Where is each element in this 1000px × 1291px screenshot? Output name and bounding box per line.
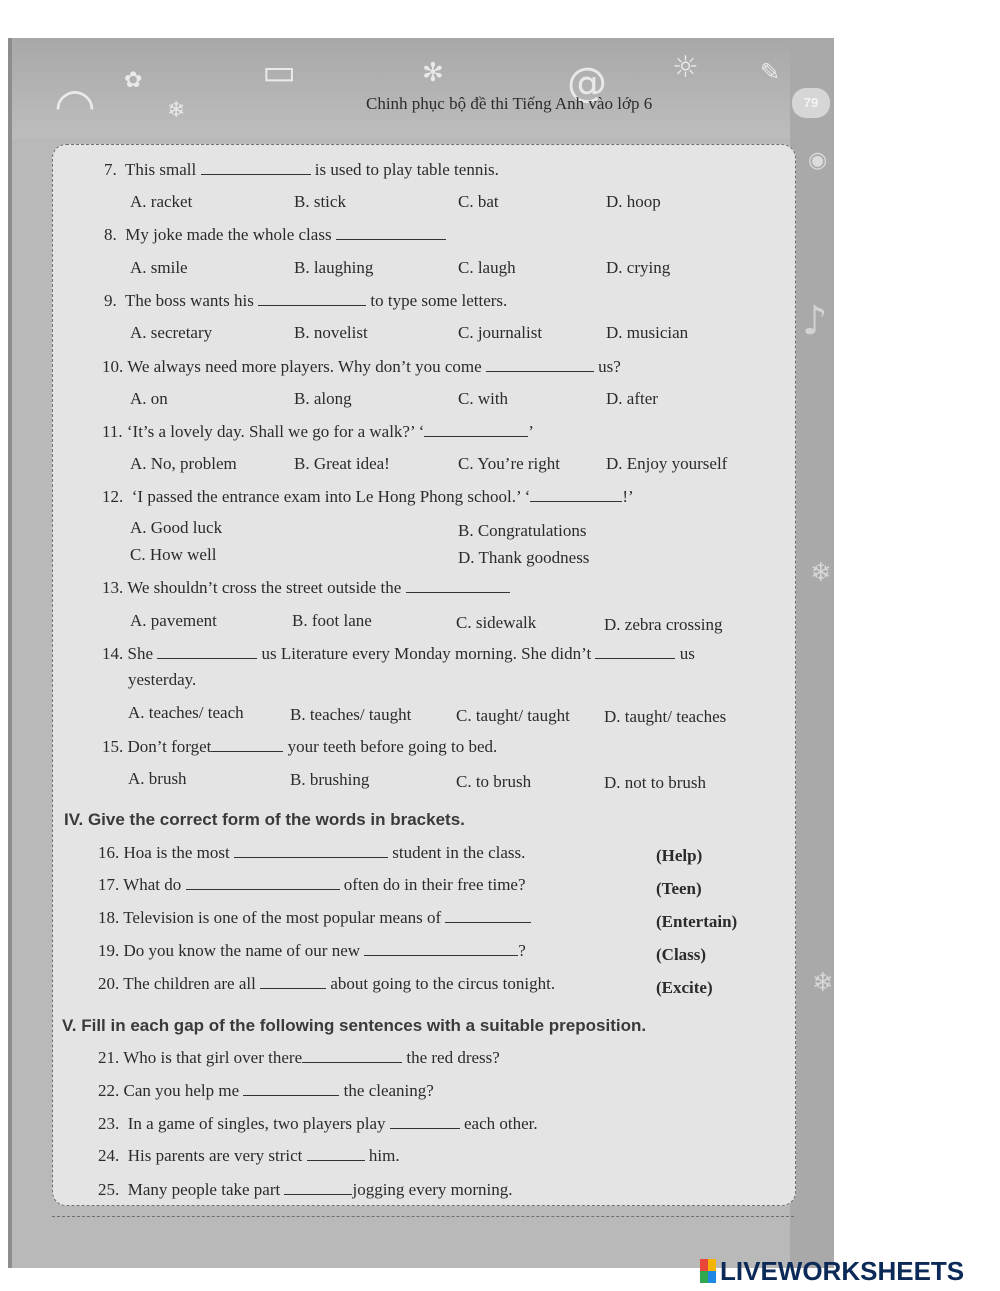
divider [52,1216,794,1217]
answer-blank[interactable] [445,908,531,923]
option-b[interactable]: B. laughing [294,258,374,277]
lightbulb-icon: ☼ [672,50,699,85]
answer-blank[interactable] [307,1146,365,1161]
page-edge-strip [790,38,834,1268]
answer-blank[interactable] [302,1048,402,1063]
question-21: 21. Who is that girl over there the red dress? [98,1048,500,1067]
question-16: 16. Hoa is the most student in the class. [98,843,526,862]
question-14-continuation: yesterday. [128,670,197,689]
option-c[interactable]: C. journalist [458,323,543,342]
answer-blank[interactable] [390,1114,460,1129]
question-17: 17. What do often do in their free time? [98,875,526,894]
snowflake-icon: ❄ [812,968,834,998]
option-d[interactable]: D. musician [606,323,689,342]
pencil-icon: ✎ [760,58,781,86]
option-c[interactable]: C. laugh [458,258,516,277]
question-7: 7. This small is used to play table tennis. [104,160,499,179]
page-number: 79 [792,88,830,118]
question-12: 12. ‘I passed the entrance exam into Le Hong Phong school.’ ‘ !’ [102,487,634,506]
word-hint: (Class) [656,945,707,964]
option-d[interactable]: D. hoop [606,192,661,211]
question-10: 10. We always need more players. Why don’t you come us? [102,357,621,376]
question-8: 8. My joke made the whole class [104,225,446,245]
page-header-title: Chinh phục bộ đề thi Tiếng Anh vào lớp 6 [366,94,653,113]
option-b[interactable]: B. along [294,389,352,408]
option-c[interactable]: C. How well [130,545,217,564]
option-c[interactable]: C. You’re right [458,454,561,473]
option-a[interactable]: A. pavement [130,611,217,630]
butterfly-icon: ✿ [124,68,143,93]
option-c[interactable]: C. with [458,389,509,408]
option-b[interactable]: B. novelist [294,323,368,342]
option-b[interactable]: B. stick [294,192,346,211]
question-19: 19. Do you know the name of our new ? [98,941,526,960]
question-20: 20. The children are all about going to the circus tonight. [98,974,556,993]
answer-blank[interactable] [595,644,675,659]
answer-blank[interactable] [530,487,622,502]
option-d[interactable]: D. Thank goodness [458,548,590,567]
option-a[interactable]: A. teaches/ teach [128,703,244,722]
section-v-title: V. Fill in each gap of the following sentences with a suitable preposition. [62,1016,647,1035]
question-25: 25. Many people take part jogging every morning. [98,1180,513,1199]
option-b[interactable]: B. Great idea! [294,454,390,473]
palette-icon: ◉ [808,148,828,173]
answer-blank[interactable] [424,422,528,437]
question-23: 23. In a game of singles, two players play each other. [98,1114,538,1133]
question-15: 15. Don’t forget your teeth before going to bed. [102,737,498,756]
option-c[interactable]: C. bat [458,192,499,211]
question-18: 18. Television is one of the most popular means of [98,908,531,928]
word-hint: (Excite) [656,978,713,997]
answer-blank[interactable] [364,941,518,956]
option-a[interactable]: A. on [130,389,168,408]
answer-blank[interactable] [336,225,446,240]
option-b[interactable]: B. foot lane [292,611,372,630]
question-9: 9. The boss wants his to type some letters. [104,291,508,310]
answer-blank[interactable] [234,843,388,858]
option-b[interactable]: B. Congratulations [458,521,587,540]
answer-blank[interactable] [486,357,594,372]
option-d[interactable]: D. crying [606,258,671,277]
answer-blank[interactable] [211,737,283,752]
briefcase-icon: ▭ [262,52,297,93]
option-d[interactable]: D. Enjoy yourself [606,454,728,473]
option-d[interactable]: D. after [606,389,658,408]
snowflake-icon: ❄ [810,558,832,588]
answer-blank[interactable] [260,974,326,989]
question-24: 24. His parents are very strict him. [98,1146,400,1165]
option-b[interactable]: B. teaches/ taught [290,705,412,724]
logo-mark-icon [700,1259,716,1283]
option-d[interactable]: D. taught/ teaches [604,707,727,726]
music-note-icon: ♪ [802,298,828,344]
question-13: 13. We shouldn’t cross the street outside the [102,578,510,598]
question-14: 14. She us Literature every Monday morning. She didn’t us [102,644,695,663]
snowflake-icon: ❄ [167,98,186,123]
option-c[interactable]: C. sidewalk [456,613,537,632]
option-d[interactable]: D. not to brush [604,773,706,792]
option-c[interactable]: C. to brush [456,772,532,791]
brand-text: LIVEWORKSHEETS [720,1255,965,1286]
question-11: 11. ‘It’s a lovely day. Shall we go for a walk?’ ‘ ’ [102,422,534,441]
option-c[interactable]: C. taught/ taught [456,706,570,725]
option-a[interactable]: A. smile [130,258,188,277]
option-a[interactable]: A. Good luck [130,518,223,537]
leaf-icon: ✻ [422,58,444,88]
option-d[interactable]: D. zebra crossing [604,615,723,634]
question-22: 22. Can you help me the cleaning? [98,1081,434,1100]
answer-blank[interactable] [406,578,510,593]
at-sign-icon: @ [567,60,607,106]
option-b[interactable]: B. brushing [290,770,370,789]
option-a[interactable]: A. No, problem [130,454,237,473]
headphones-icon: ◠ [54,78,96,134]
liveworksheets-logo [700,1257,964,1285]
option-a[interactable]: A. secretary [130,323,213,342]
answer-blank[interactable] [186,875,340,890]
word-hint: (Entertain) [656,912,738,931]
answer-blank[interactable] [201,160,311,175]
section-iv-title: IV. Give the correct form of the words in brackets. [64,810,465,829]
answer-blank[interactable] [284,1180,352,1195]
answer-blank[interactable] [258,291,366,306]
answer-blank[interactable] [243,1081,339,1096]
answer-blank[interactable] [157,644,257,659]
option-a[interactable]: A. brush [128,769,187,788]
word-hint: (Teen) [656,879,702,898]
option-a[interactable]: A. racket [130,192,193,211]
word-hint: (Help) [656,846,703,865]
